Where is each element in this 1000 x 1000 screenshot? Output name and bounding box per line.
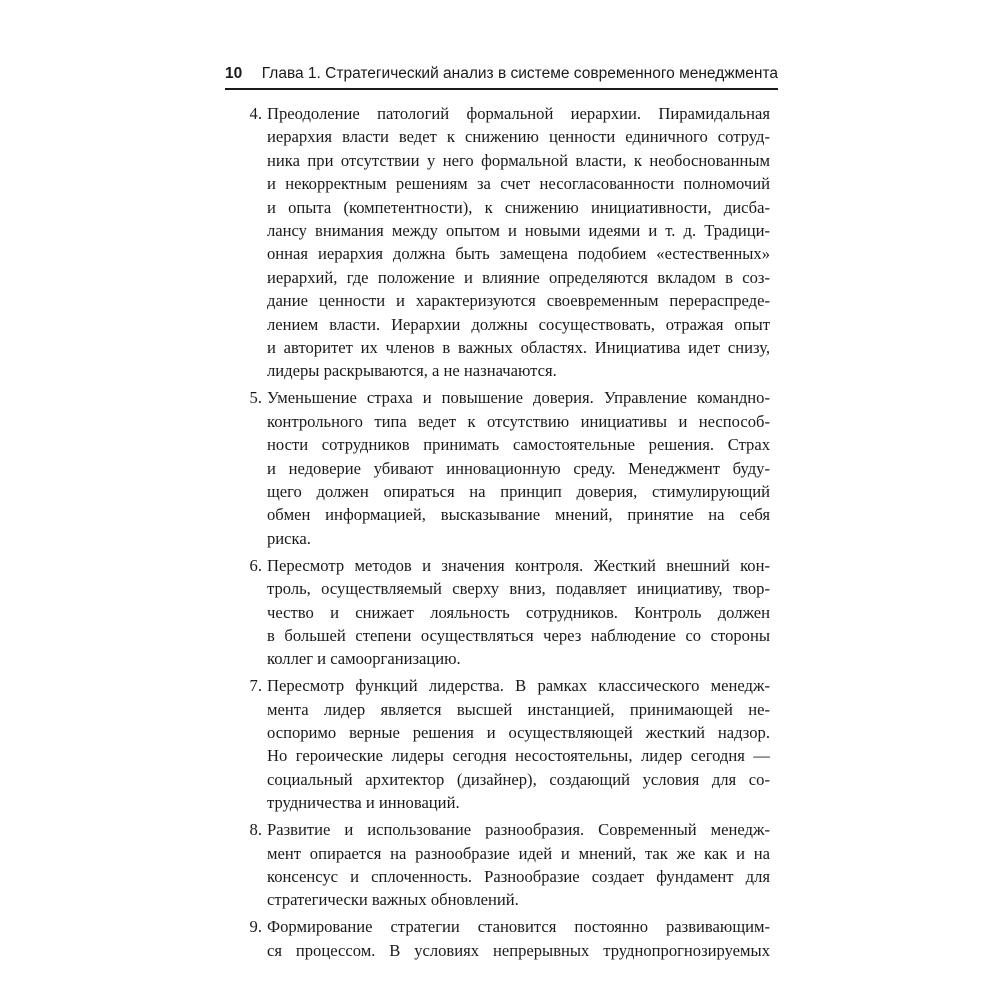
text-line: коллег и самоорганизацию. <box>267 649 461 669</box>
list-item <box>232 818 770 912</box>
text-line: стратегически важных обновлений. <box>267 890 519 910</box>
list-item <box>232 554 770 671</box>
text-line: Пересмотр функций лидерства. В рамках классического менедж- <box>267 676 770 696</box>
item-number: 4. <box>249 104 262 123</box>
text-line: оспоримо верные решения и осуществляющей жесткий надзор. <box>267 723 770 743</box>
list-item <box>232 915 770 962</box>
text-line: Преодоление патологий формальной иерархии. Пирамидальная <box>267 104 770 123</box>
text-line: обмен информацией, высказывание мнений, принятие на себя <box>267 505 770 525</box>
text-line: и опыта (компетентности), к снижению инициативности, дисба- <box>267 197 770 217</box>
text-line: Формирование стратегии становится постоянно развивающим- <box>267 917 770 937</box>
running-header <box>225 62 778 90</box>
text-line: мент опирается на разнообразие идей и мнений, так же как и на <box>267 843 770 863</box>
list-item <box>232 386 770 550</box>
item-text <box>267 554 770 671</box>
item-text <box>267 386 770 550</box>
text-line: трудничества и инноваций. <box>267 793 460 813</box>
text-line: контрольного типа ведет к отсутствию инициативы и неспособ- <box>267 411 770 431</box>
text-line: риска. <box>267 528 311 548</box>
text-line: лением власти. Иерархии должны сосуществовать, отражая опыт <box>267 314 770 334</box>
text-line: мента лидер является высшей инстанцией, принимающей не- <box>267 699 770 719</box>
text-line: Уменьшение страха и повышение доверия. Управление командно- <box>267 388 770 408</box>
item-number: 5. <box>249 388 262 408</box>
item-number: 8. <box>249 820 262 840</box>
text-line: ности сотрудников принимать самостоятельные решения. Страх <box>267 435 770 455</box>
text-line: Развитие и использование разнообразия. Современный менедж- <box>267 820 770 840</box>
text-line: социальный архитектор (дизайнер), создающий условия для со- <box>267 769 770 789</box>
text-line: дание ценности и характеризуются своевременным перераспреде- <box>267 291 770 311</box>
text-line: иерархий, где положение и влияние определяются вкладом в соз- <box>267 267 770 287</box>
chapter-running-title: Глава 1. Стратегический анализ в системе современного менеджмента <box>261 65 778 82</box>
item-text <box>267 915 770 962</box>
text-line: Но героические лидеры сегодня несостоятельны, лидер сегодня — <box>267 746 770 766</box>
text-line: в большей степени осуществляться через наблюдение со стороны <box>267 625 770 645</box>
item-number: 6. <box>249 555 262 575</box>
item-text <box>267 818 770 912</box>
text-line: щего должен опираться на принцип доверия, стимулирующий <box>267 482 770 501</box>
text-line: лидеры раскрываются, а не назначаются. <box>267 361 557 381</box>
list-item <box>232 674 770 814</box>
item-text <box>267 674 770 814</box>
text-line: и авторитет их членов в важных областях. Инициатива идет снизу, <box>267 338 770 358</box>
text-line: ника при отсутствии у него формальной власти, к необоснованным <box>267 150 770 170</box>
text-line: троль, осуществляемый сверху вниз, подавляет инициативу, твор- <box>267 579 770 599</box>
text-line: и недоверие убивают инновационную среду. Менеджмент буду- <box>267 458 770 478</box>
item-number: 9. <box>249 917 262 937</box>
text-line: и некорректным решениям за счет несогласованности полномочий <box>267 174 770 194</box>
text-line: лансу внимания между опытом и новыми идеями и т. д. Традици- <box>267 221 770 241</box>
item-number: 7. <box>249 676 262 696</box>
text-line: иерархия власти ведет к снижению ценности единичного сотруд- <box>267 127 770 147</box>
text-line: онная иерархия должна быть замещена подобием «естественных» <box>267 244 770 264</box>
numbered-list <box>232 102 770 966</box>
text-line: ся процессом. В условиях непрерывных труднопрогнозируемых <box>267 940 770 960</box>
text-line: консенсус и сплоченность. Разнообразие создает фундамент для <box>267 867 770 886</box>
text-line: Пересмотр методов и значения контроля. Жесткий внешний кон- <box>267 555 770 575</box>
text-line: чество и снижает лояльность сотрудников. Контроль должен <box>267 602 770 622</box>
item-text <box>267 102 770 383</box>
page-number: 10 <box>225 65 243 82</box>
list-item <box>232 102 770 383</box>
